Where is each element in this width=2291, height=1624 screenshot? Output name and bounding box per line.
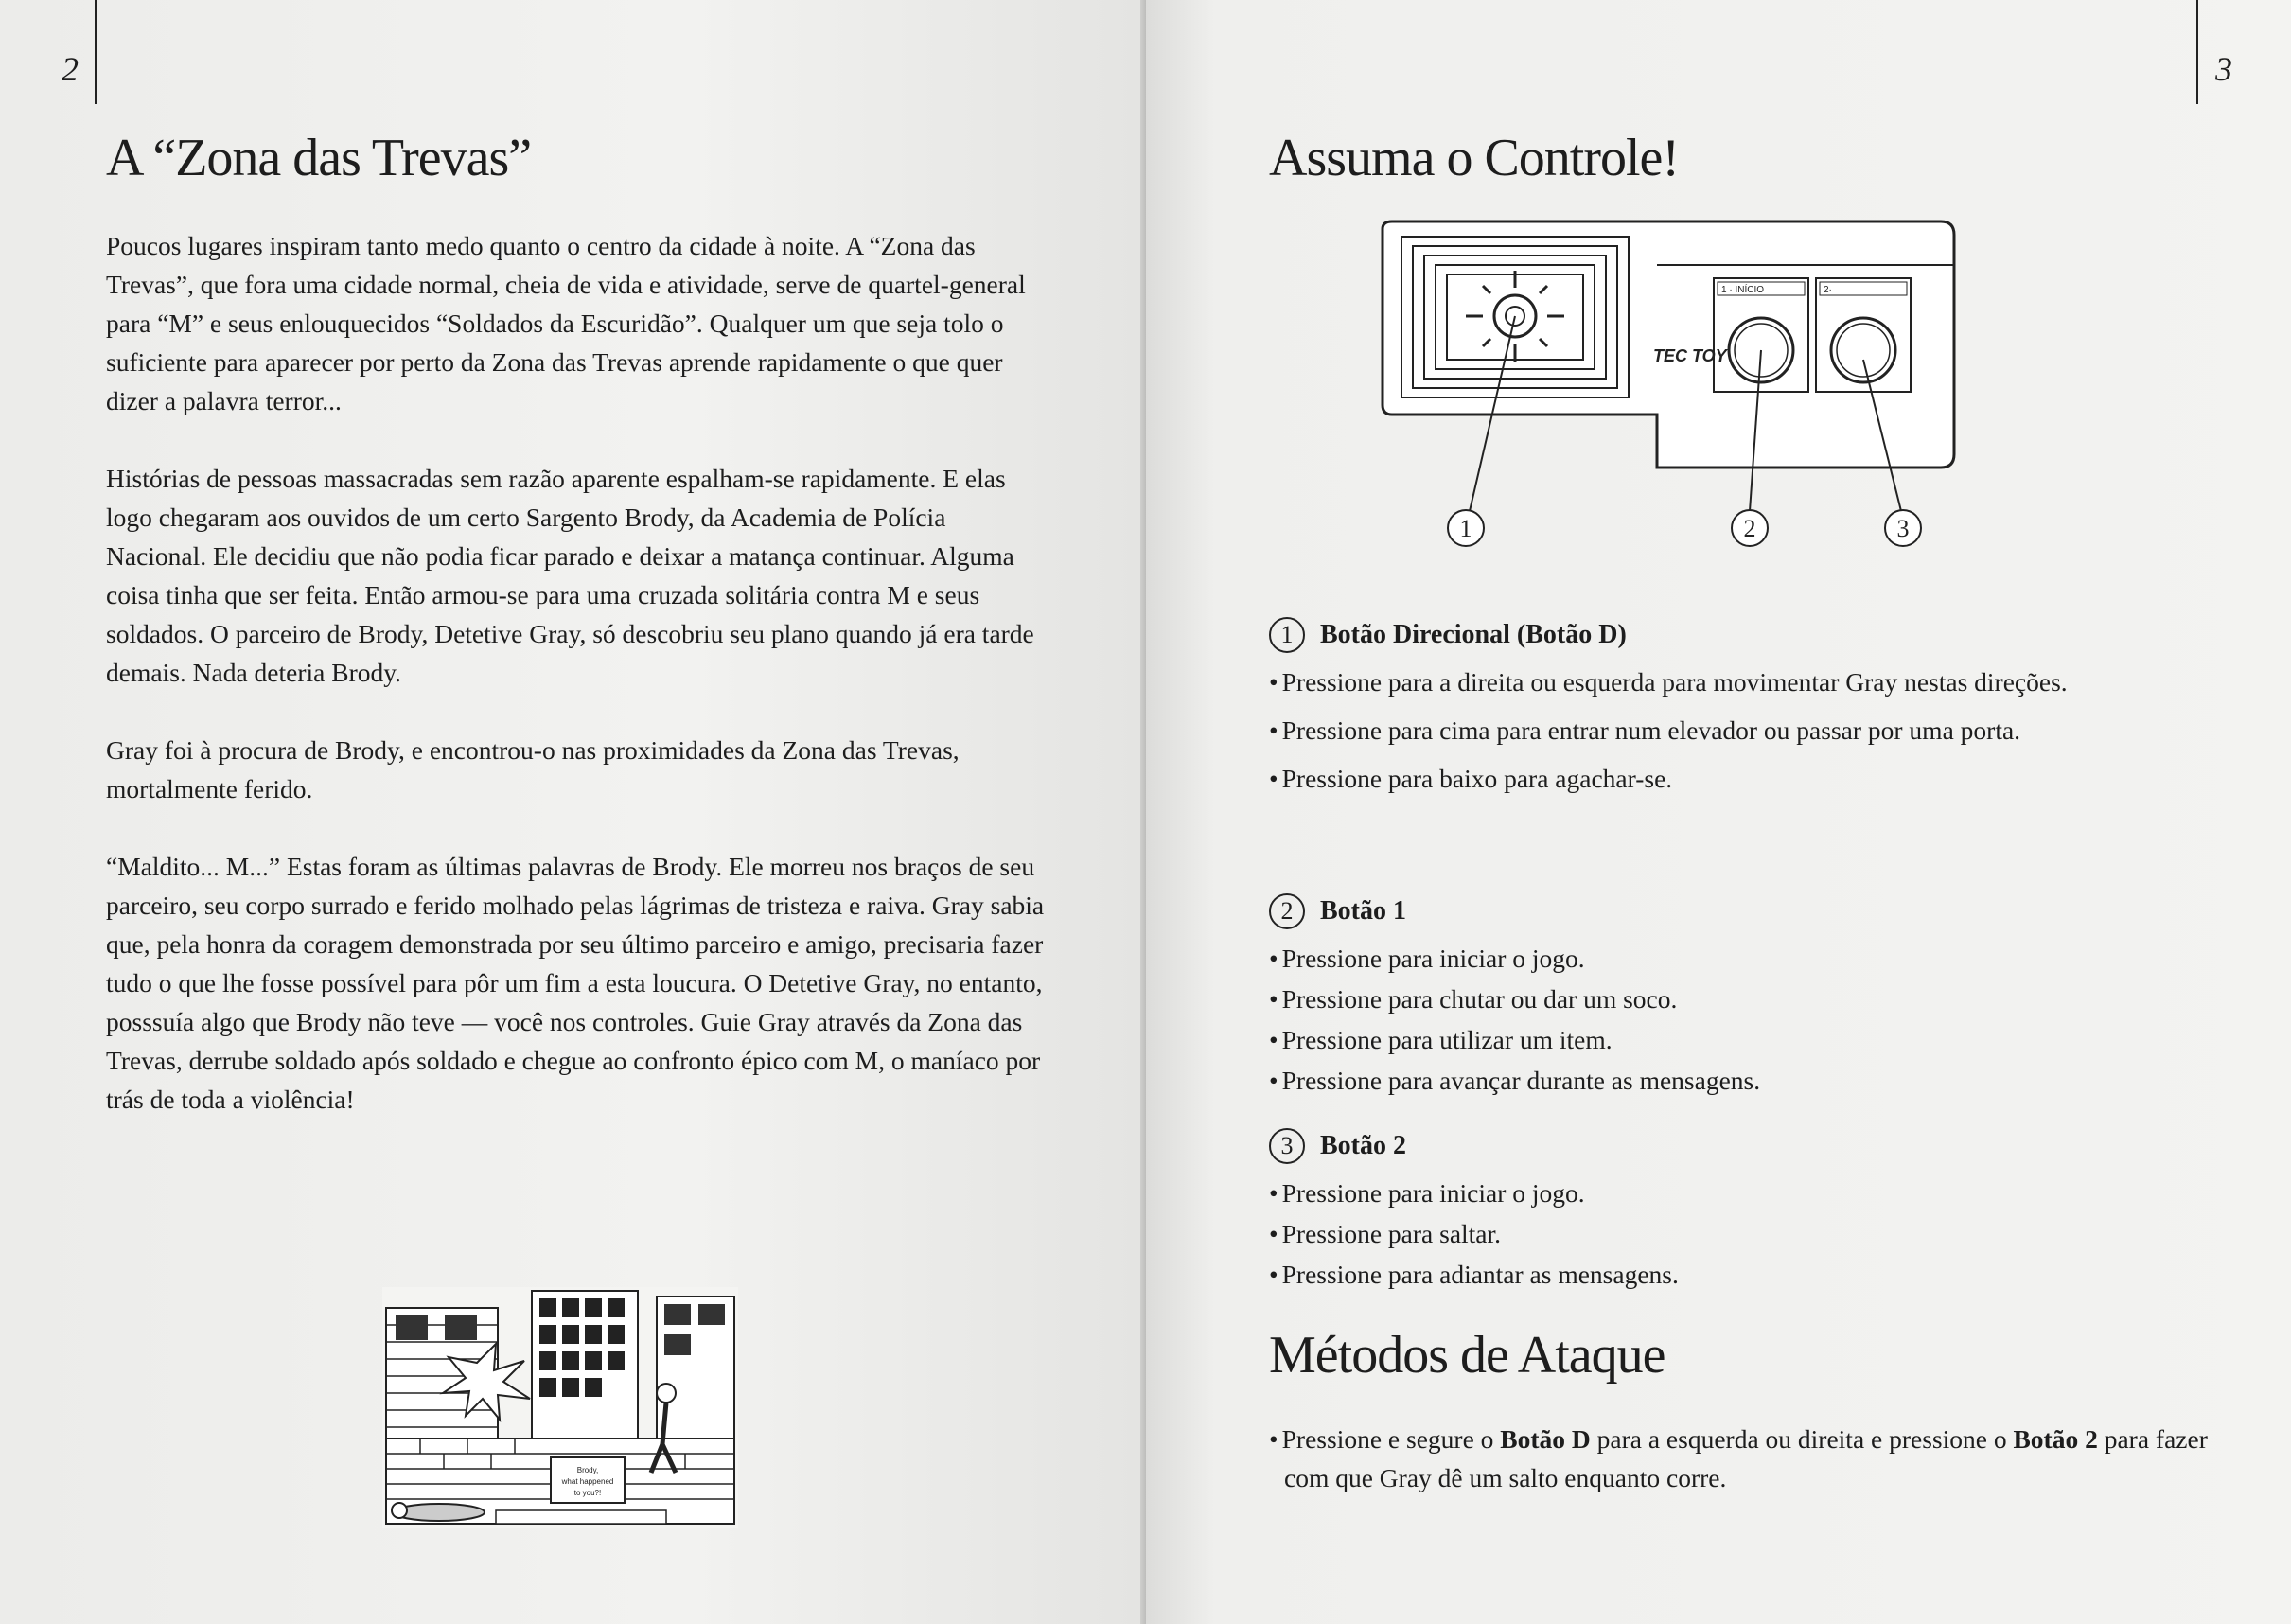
section-heading xyxy=(1269,893,2253,929)
button-2-label: 2· xyxy=(1824,285,1832,295)
section-d-pad xyxy=(1269,617,2253,800)
bold-run: Botão D xyxy=(1500,1424,1591,1454)
list-item: • Pressione para chutar ou dar um soco. xyxy=(1269,980,2253,1018)
section-number: 2 xyxy=(1269,893,1305,929)
list-item: • Pressione para avançar durante as mensagens. xyxy=(1269,1061,2253,1100)
svg-text:what happened: what happened xyxy=(561,1477,614,1486)
text-run: para fazer com que Gray dê um salto enquanto corre. xyxy=(1284,1424,2208,1492)
page-number: 3 xyxy=(2215,50,2232,88)
list-item: • Pressione para a direita ou esquerda para movimentar Gray nestas direções. xyxy=(1269,662,2253,701)
paragraph-2: Histórias de pessoas massacradas sem razão aparente espalham-se rapidamente. E elas logo chegaram aos ouvidos de um certo Sargento Brody, da Academia de Polícia Nacional. Ele decidiu que não podia ficar parado e deixar a matança continuar. Alguma coisa tinha que ser feita. Então armou-se para uma cruzada solitária contra M e seus soldados. O parceiro de Brody, Detetive Gray, só descobriu seu plano quando já era tarde demais. Nada deteria Brody. xyxy=(106,464,1034,687)
section-number: 3 xyxy=(1269,1128,1305,1164)
section-title: Botão 1 xyxy=(1320,896,1406,926)
section-button-1 xyxy=(1269,893,2253,1102)
list-item: • Pressione para iniciar o jogo. xyxy=(1269,939,2253,978)
methods-title: Métodos de Ataque xyxy=(1269,1326,1665,1385)
text-run: Pressione e segure o xyxy=(1281,1424,1501,1454)
crop-mark xyxy=(2196,0,2198,104)
list-item: • Pressione para utilizar um item. xyxy=(1269,1020,2253,1059)
svg-text:Brody,: Brody, xyxy=(576,1466,599,1474)
left-page xyxy=(0,0,1145,1624)
page-title: A “Zona das Trevas” xyxy=(106,129,532,187)
section-number: 1 xyxy=(1269,617,1305,653)
list-item: • Pressione para iniciar o jogo. xyxy=(1269,1174,2253,1212)
story-illustration xyxy=(382,1287,738,1528)
paragraph-3: Gray foi à procura de Brody, e encontrou-o nas proximidades da Zona das Trevas, mortalmente ferido. xyxy=(106,735,960,803)
crop-mark xyxy=(95,0,97,104)
right-page xyxy=(1146,0,2291,1624)
section-title: Botão 2 xyxy=(1320,1131,1406,1160)
section-heading xyxy=(1269,1128,2253,1164)
callout-2: 2 xyxy=(1743,515,1756,542)
paragraph-1: Poucos lugares inspiram tanto medo quanto o centro da cidade à noite. A “Zona das Trevas”, que fora uma cidade normal, cheia de vida e atividade, serve de quartel-general para “M” e seus enlouquecidos “Soldados da Escuridão”. Qualquer um que seja tolo o suficiente para aparecer por perto da Zona das Trevas aprende rapidamente o que quer dizer a palavra terror... xyxy=(106,231,1026,415)
list-item: • Pressione para baixo para agachar-se. xyxy=(1269,759,2253,798)
section-heading xyxy=(1269,617,2253,653)
right-header xyxy=(1269,128,2244,188)
callout-3: 3 xyxy=(1896,515,1910,542)
list-item xyxy=(1269,1420,2253,1497)
left-content xyxy=(106,128,1052,1157)
callout-1: 1 xyxy=(1459,515,1472,542)
section-title: Botão Direcional (Botão D) xyxy=(1320,620,1627,649)
button-1-label: 1 · INÍCIO xyxy=(1721,285,1765,295)
page-title: Assuma o Controle! xyxy=(1269,129,1680,187)
list-item: • Pressione para adiantar as mensagens. xyxy=(1269,1255,2253,1294)
brand-logo: TEC TOY xyxy=(1653,346,1727,365)
list-item: • Pressione para saltar. xyxy=(1269,1214,2253,1253)
svg-text:to you?!: to you?! xyxy=(573,1489,602,1497)
section-button-2 xyxy=(1269,1128,2253,1296)
text-run: para a esquerda ou direita e pressione o xyxy=(1590,1424,2014,1454)
list-item: • Pressione para cima para entrar num elevador ou passar por uma porta. xyxy=(1269,711,2253,750)
page-number: 2 xyxy=(62,50,79,88)
bold-run: Botão 2 xyxy=(2013,1424,2098,1454)
paragraph-4: “Maldito... M...” Estas foram as últimas palavras de Brody. Ele morreu nos braços de seu parceiro, seu corpo surrado e ferido molhado pelas lágrimas de tristeza e raiva. Gray sabia que, pela honra da coragem demonstrada por seu último parceiro e amigo, precisaria fazer tudo o que lhe fosse possível para pôr um fim a esta loucura. O Detetive Gray, no entanto, posssuía algo que Brody não teve — você nos controles. Guie Gray através da Zona das Trevas, derrube soldado após soldado e chegue ao confronto épico com M, o maníaco por trás de toda a violência! xyxy=(106,852,1045,1114)
section-attack-methods xyxy=(1269,1325,2253,1499)
